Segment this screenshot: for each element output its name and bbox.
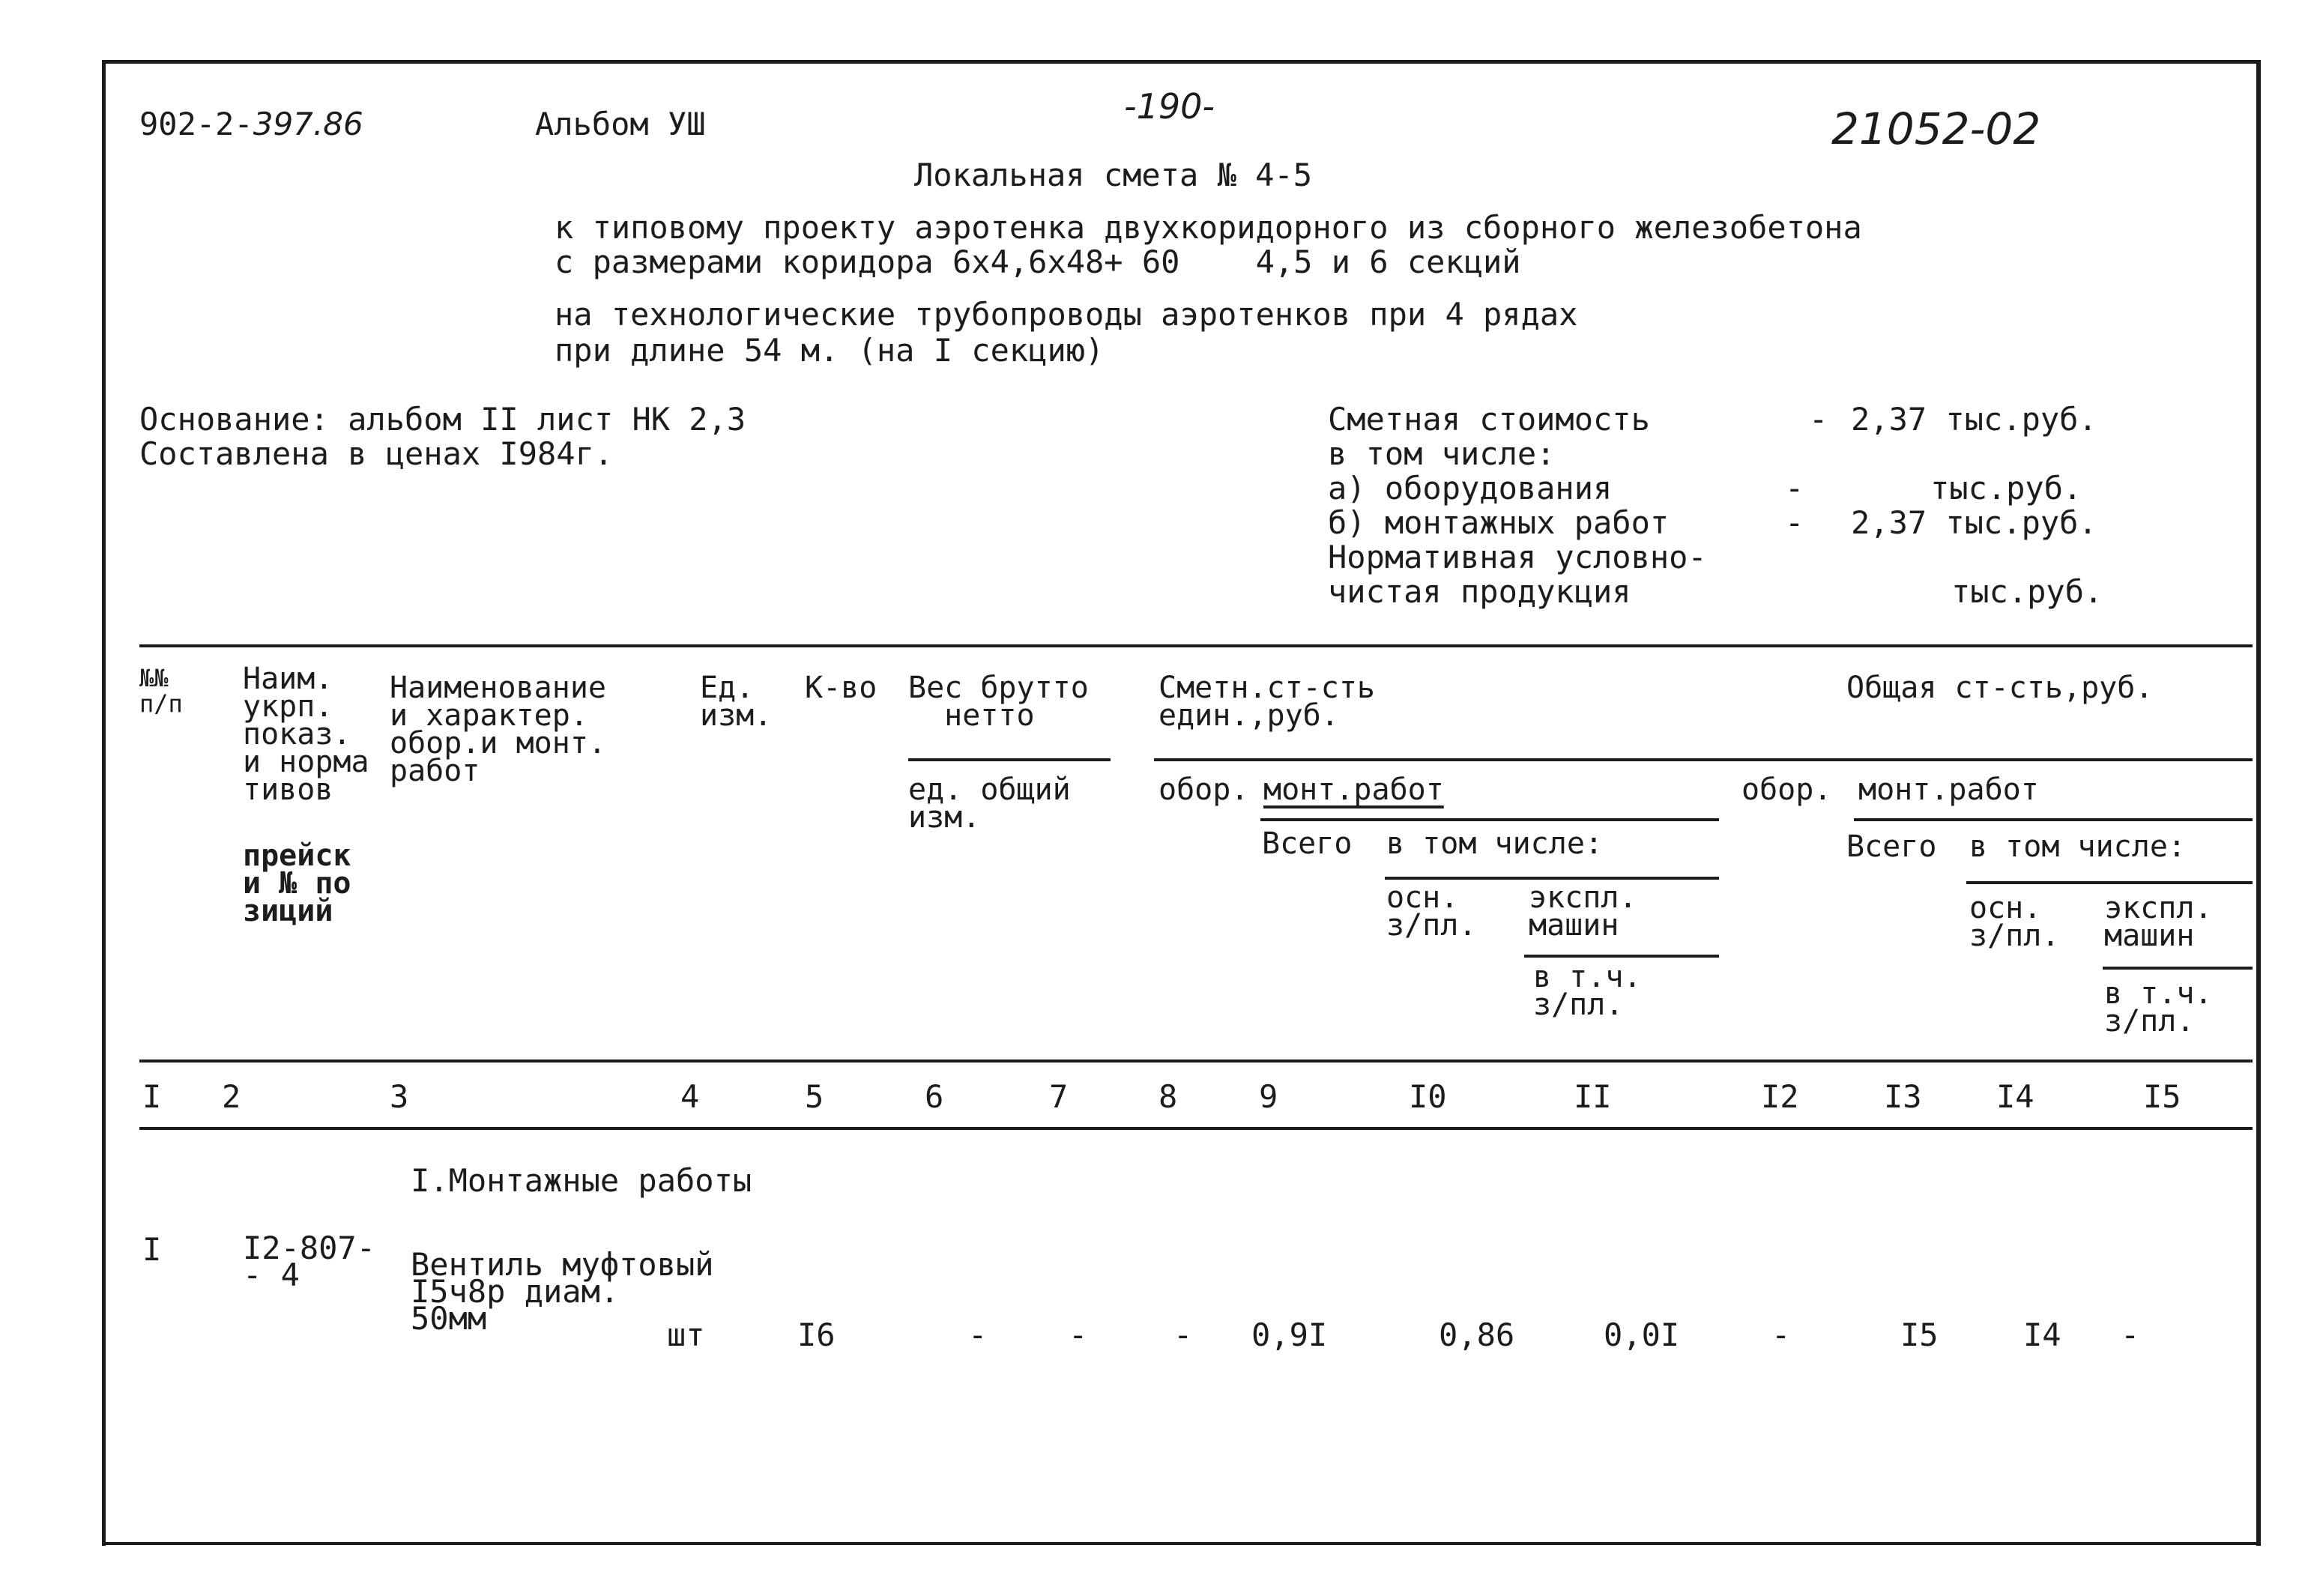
col-number: 6	[925, 1078, 944, 1115]
norm-label-1: Нормативная условно-	[1328, 539, 1707, 575]
col-number: 5	[805, 1078, 824, 1115]
col-number: 2	[222, 1078, 241, 1115]
col-number: I4	[1996, 1078, 2034, 1115]
col-mash-header-b: машин	[1529, 908, 1619, 943]
col-osn-header-2: осн. з/пл.	[1969, 891, 2060, 953]
title-line-3: на технологические трубопроводы аэротенков при 4 рядах	[555, 296, 1578, 333]
col-weight-sub: ед. общий изм.	[908, 773, 1071, 835]
title-line-2: с размерами коридора 6х4,6х48+ 60 4,5 и 6 секций	[555, 244, 1521, 280]
row-name: Вентиль муфтовый I5ч8р диам. 50мм	[411, 1246, 714, 1337]
row-cost-osn: 0,86	[1439, 1317, 1515, 1353]
row-number: I	[142, 1231, 162, 1268]
norm-value: тыс.руб.	[1951, 573, 2103, 610]
col-total-header: Общая ст-сть,руб.	[1846, 671, 2154, 705]
col-num-header: №№ п/п	[139, 664, 183, 718]
row-total-mash: -	[2121, 1317, 2140, 1353]
row-qty: I6	[797, 1317, 836, 1353]
including-label: в том числе:	[1328, 435, 1556, 472]
col-number: I3	[1884, 1078, 1922, 1115]
bottom-border	[102, 1542, 2257, 1545]
total-cost-value: 2,37 тыс.руб.	[1851, 401, 2097, 438]
col-total-vtom: в том числе:	[1969, 829, 2186, 864]
table-top-rule	[139, 644, 2253, 647]
col-number: I	[142, 1078, 162, 1115]
col-name-header: Наименование и характер. обор.и монт. работ	[390, 671, 606, 788]
col-mash-header-2a: экспл.	[2104, 891, 2213, 925]
col-number: 3	[390, 1078, 409, 1115]
row-cost-total: 0,9I	[1251, 1317, 1328, 1353]
col-number: I5	[2143, 1078, 2181, 1115]
basis-line-2: Составлена в ценах I984г.	[139, 435, 614, 472]
equipment-label: а) оборудования	[1328, 470, 1613, 507]
norm-label-2: чистая продукция	[1328, 573, 1631, 610]
col-number: 9	[1259, 1078, 1278, 1115]
mont-rule	[1260, 818, 1719, 821]
col-total-vsego: Всего	[1846, 829, 1937, 864]
col-code-header-b: прейск и № по зиций	[243, 838, 351, 928]
title-line-4: при длине 54 м. (на I секцию)	[555, 332, 1105, 369]
row-weight-unit: -	[968, 1317, 988, 1353]
col-number: II	[1574, 1078, 1612, 1115]
works-label: б) монтажных работ	[1328, 504, 1670, 541]
row-total-obor: -	[1771, 1317, 1791, 1353]
row-weight-total: -	[1069, 1317, 1088, 1353]
col-number: I0	[1409, 1078, 1447, 1115]
col-unit-header: Ед. изм.	[700, 671, 773, 733]
col-cost-mont: монт.работ	[1263, 773, 1444, 807]
row-unit: шт	[667, 1317, 705, 1353]
vtom-rule	[1385, 877, 1719, 880]
col-total-obor: обор.	[1741, 773, 1832, 807]
mash-rule-2	[2103, 967, 2253, 970]
page-number: -190-	[1124, 86, 1215, 127]
row-total-osn: I4	[2023, 1317, 2061, 1353]
section-title: I.Монтажные работы	[411, 1162, 752, 1199]
col-qty-header: К-во	[805, 671, 877, 705]
row-code: I2-807- - 4	[243, 1230, 376, 1293]
col-cost-vtom: в том числе:	[1386, 826, 1603, 861]
works-dash: -	[1785, 504, 1804, 541]
col-mash-header-a: экспл.	[1529, 880, 1637, 915]
col-number: 7	[1049, 1078, 1069, 1115]
col-number: 4	[680, 1078, 700, 1115]
col-cost-header: Сметн.ст-сть един.,руб.	[1158, 671, 1375, 733]
sheet-code: 21052-02	[1831, 103, 2041, 154]
total-cost-dash: -	[1809, 401, 1828, 438]
col-cost-vsego: Всего	[1262, 826, 1353, 861]
col-numbers-rule	[139, 1127, 2253, 1130]
cost-rule	[1154, 758, 2253, 761]
header-bottom-rule	[139, 1060, 2253, 1063]
title-line-1: к типовому проекту аэротенка двухкоридорного из сборного железобетона	[555, 209, 1862, 246]
total-cost-label: Сметная стоимость	[1328, 401, 1650, 438]
album-label: Альбом УШ	[535, 106, 706, 142]
col-code-header: Наим. укрп. показ. и норма тивов	[243, 662, 369, 807]
col-total-mont: монт.работ	[1858, 773, 2039, 807]
col-mash-header-2c: в т.ч. з/пл.	[2104, 976, 2213, 1039]
weight-rule	[908, 758, 1111, 761]
basis-line-1: Основание: альбом II лист НК 2,3	[139, 401, 746, 438]
row-total-total: I5	[1900, 1317, 1939, 1353]
col-osn-header: осн. з/пл.	[1386, 880, 1477, 943]
col-cost-obor: обор.	[1158, 773, 1249, 807]
equipment-value: тыс.руб.	[1930, 470, 2082, 507]
col-weight-header: Вес брутто нетто	[908, 671, 1089, 733]
row-cost-mash: 0,0I	[1604, 1317, 1680, 1353]
mash-rule	[1524, 955, 1719, 958]
col-number: I2	[1761, 1078, 1799, 1115]
vtom-rule-2	[1966, 881, 2253, 884]
equipment-dash: -	[1785, 470, 1804, 507]
works-value: 2,37 тыс.руб.	[1851, 504, 2097, 541]
col-mash-header-c: в т.ч. з/пл.	[1533, 960, 1642, 1022]
estimate-title: Локальная смета № 4-5	[914, 157, 1313, 193]
doc-code: 902-2-397.86	[139, 106, 363, 142]
mont-rule-2	[1854, 818, 2253, 821]
col-mash-header-2b: машин	[2104, 919, 2195, 953]
col-number: 8	[1158, 1078, 1178, 1115]
row-cost-obor: -	[1173, 1317, 1193, 1353]
